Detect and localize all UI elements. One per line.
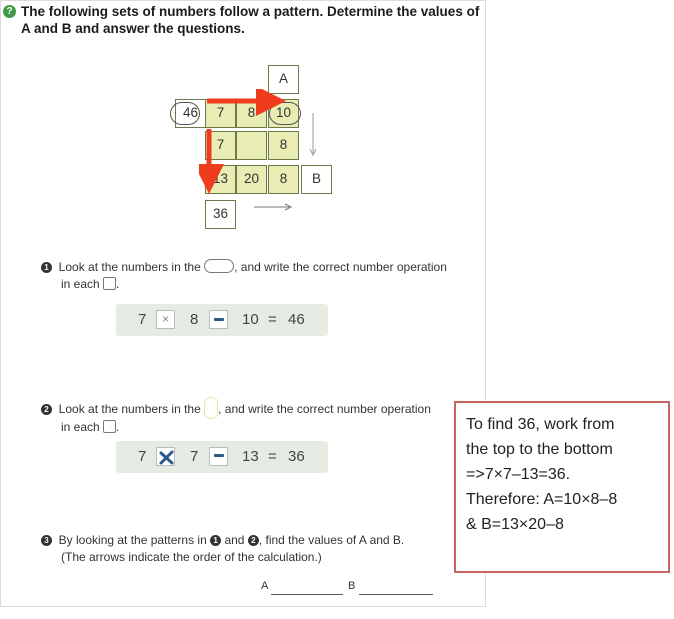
q1-text-after: , and write the correct number operation	[234, 260, 447, 274]
q3-line1-a: By looking at the patterns in	[58, 533, 207, 547]
tall-oval-symbol	[204, 397, 218, 419]
q2-text-line2: in each	[61, 420, 100, 434]
minus-mark	[214, 318, 224, 321]
eq1-a: 7	[138, 311, 147, 328]
answer-a-blank[interactable]	[271, 594, 343, 595]
minus-mark	[214, 454, 224, 457]
q3-line1-b: and	[224, 533, 245, 547]
bullet-2: 2	[41, 404, 52, 415]
solution-note	[454, 401, 670, 573]
q2-text-after: , and write the correct number operation	[218, 402, 431, 416]
q3-line2: (The arrows indicate the order of the calculation.)	[61, 550, 322, 564]
box-symbol	[103, 420, 116, 433]
oval-symbol	[204, 259, 234, 273]
question-2-text	[41, 397, 471, 436]
answer-b-blank[interactable]	[359, 594, 433, 595]
ref-bullet-1: 1	[210, 535, 221, 546]
grid-cell-7-top: 7	[205, 99, 236, 128]
q1-text-line2: in each	[61, 277, 100, 291]
eq2-a: 7	[138, 448, 147, 465]
multiply-mark	[157, 448, 176, 467]
grid-cell-13: 13	[205, 165, 236, 194]
q2-text-before: Look at the numbers in the	[58, 402, 201, 416]
equation-1	[116, 304, 328, 336]
grid-cell-36: 36	[205, 200, 236, 229]
grid-cell-7-mid: 7	[205, 131, 236, 160]
q1-text-before: Look at the numbers in the	[58, 260, 201, 274]
pencil-arrows	[249, 109, 329, 219]
worksheet-heading: The following sets of numbers follow a pattern. Determine the values of A and B and answer the questions.	[21, 4, 480, 36]
ref-bullet-2: 2	[248, 535, 259, 546]
grid-cell-8-top: 8	[236, 99, 267, 128]
question-3-text	[41, 532, 471, 566]
answer-b-label: B	[348, 580, 356, 592]
grid-cell-20: 20	[236, 165, 267, 194]
note-line-1: To find 36, work from	[466, 416, 615, 433]
note-line-4: Therefore: A=10×8–8	[466, 491, 618, 508]
note-line-5: & B=13×20–8	[466, 516, 564, 533]
bullet-3: 3	[41, 535, 52, 546]
grid-cell-46: 46	[175, 99, 206, 128]
grid-cell-label-a: A	[268, 65, 299, 94]
equation-2	[116, 441, 328, 473]
bullet-1: 1	[41, 262, 52, 273]
q1-period: .	[116, 277, 120, 291]
grid-cell-8-bottom: 8	[268, 165, 299, 194]
note-line-2: the top to the bottom	[466, 441, 613, 458]
eq2-result: 36	[288, 448, 305, 465]
q3-line1-c: , find the values of A and B.	[258, 533, 405, 547]
eq2-op2-box[interactable]	[209, 447, 228, 466]
eq1-op1: ×	[161, 312, 169, 326]
q2-period: .	[116, 420, 120, 434]
eq1-equals: =	[268, 311, 277, 328]
question-1-text	[41, 259, 471, 293]
eq2-op1-box[interactable]	[156, 447, 175, 466]
eq1-op2-box[interactable]	[209, 310, 228, 329]
eq2-equals: =	[268, 448, 277, 465]
eq2-b: 7	[190, 448, 199, 465]
grid-cell-10: 10	[268, 99, 299, 128]
eq1-result: 46	[288, 311, 305, 328]
answer-a-label: A	[261, 580, 269, 592]
eq2-c: 13	[242, 448, 259, 465]
grid-cell-label-b: B	[301, 165, 332, 194]
eq1-c: 10	[242, 311, 259, 328]
oval-46	[170, 102, 200, 125]
box-symbol	[103, 277, 116, 290]
grid-cell-8-mid: 8	[268, 131, 299, 160]
question-icon: ?	[3, 5, 16, 18]
eq1-op1-box[interactable]	[156, 310, 175, 329]
eq1-b: 8	[190, 311, 199, 328]
note-line-3: =>7×7–13=36.	[466, 466, 571, 483]
